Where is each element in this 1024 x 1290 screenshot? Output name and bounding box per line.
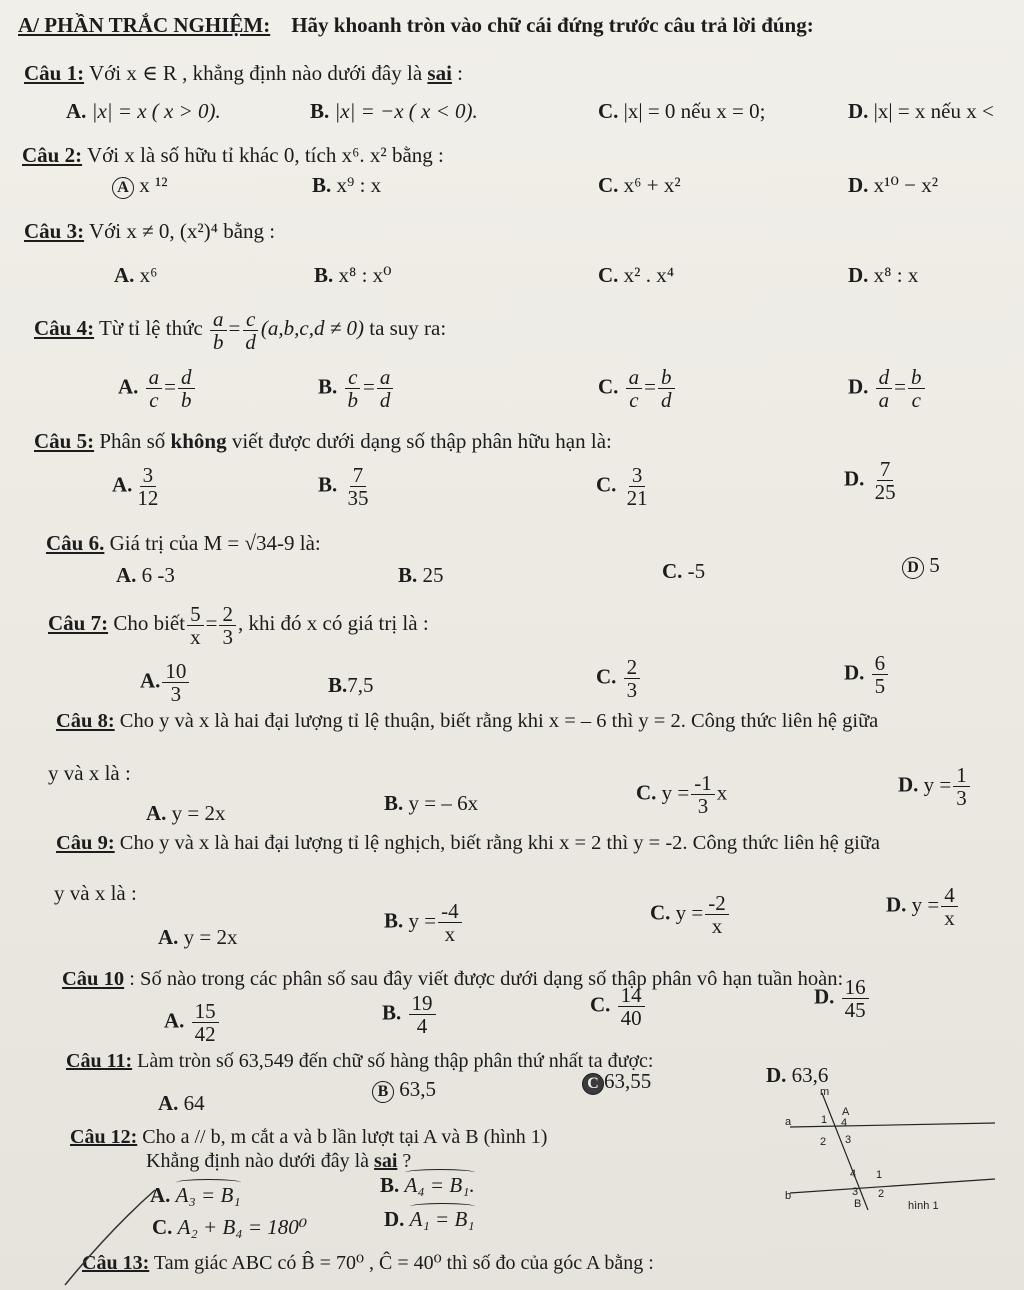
option-letter: B.	[384, 791, 404, 815]
q1-option-c[interactable]	[598, 98, 765, 124]
option-text: 7,5	[347, 673, 374, 697]
option-letter: B.	[380, 1173, 400, 1197]
q10-option-d[interactable]	[814, 976, 871, 1021]
question-text-post: viết được dưới dạng số thập phân hữu hạn là:	[231, 429, 612, 453]
q2-option-b[interactable]	[312, 172, 381, 198]
question-text-pre: Từ tỉ lệ thức	[98, 316, 203, 340]
option-text: y =	[661, 780, 690, 805]
question-label: Câu 11:	[66, 1050, 133, 1072]
q10-option-a[interactable]	[164, 1000, 221, 1045]
option-text: x⁶ + x²	[623, 173, 681, 197]
question-label: Câu 12:	[70, 1126, 138, 1148]
question-sai: sai	[374, 1150, 398, 1172]
option-letter: B.	[318, 472, 338, 497]
figure-caption: hình 1	[908, 1200, 939, 1212]
q4-option-a[interactable]: A. $\frac{a}{c}$ = $\frac{d}{b}$	[118, 366, 197, 411]
fraction-denominator: 42	[194, 1022, 216, 1046]
question-label: Câu 10	[62, 968, 125, 990]
label-point-b: B	[854, 1198, 862, 1210]
q6-option-b[interactable]	[398, 562, 444, 588]
label-b3: 3	[852, 1186, 859, 1198]
q7-option-a[interactable]	[140, 660, 191, 705]
option-letter: A.	[164, 1008, 185, 1033]
q8-option-d[interactable]: D. y = $\frac{1}{3}$	[898, 764, 972, 809]
circled-answer-mark: D	[902, 557, 924, 579]
q11-option-b[interactable]	[372, 1076, 436, 1103]
fraction-denominator: 45	[844, 998, 866, 1022]
label-point-a: A	[842, 1106, 850, 1118]
label-b4: 4	[850, 1168, 857, 1180]
q6-option-c[interactable]	[662, 558, 705, 584]
option-letter: C.	[590, 992, 611, 1017]
q9-option-b[interactable]: B. y = $\frac{-4}{x}$	[384, 900, 464, 945]
circled-answer-mark: C	[582, 1073, 604, 1095]
fraction-denominator: 40	[620, 1006, 642, 1030]
section-instruction: Hãy khoanh tròn vào chữ cái đứng trước câu trả lời đúng:	[291, 13, 814, 37]
option-letter: B.	[384, 908, 404, 933]
q9-option-c[interactable]: C. y = $\frac{-2}{x}$	[650, 892, 731, 937]
question-label: Câu 6.	[46, 531, 105, 555]
label-a1: 1	[821, 1114, 828, 1126]
question-12-line-2	[146, 1148, 411, 1174]
q8-option-a[interactable]	[146, 800, 226, 826]
q4-option-b[interactable]: B. $\frac{c}{b}$ = $\frac{a}{d}$	[318, 366, 395, 411]
option-letter: A.	[158, 1091, 179, 1115]
option-text: |x| = −x ( x < 0).	[334, 99, 478, 123]
option-letter: D.	[886, 892, 907, 917]
ratio-fraction-c-d: $\frac{c}{d}$	[242, 308, 259, 353]
option-letter: C.	[152, 1215, 173, 1239]
option-text: x⁹ : x	[336, 173, 382, 197]
pencil-stroke	[60, 1185, 160, 1290]
fraction-denominator: 3	[170, 682, 182, 706]
question-label: Câu 4:	[34, 316, 95, 340]
option-text: x⁸ : x	[873, 263, 919, 287]
q12-option-c[interactable]	[152, 1214, 307, 1240]
question-label: Câu 9:	[56, 832, 115, 854]
question-13	[82, 1250, 654, 1276]
section-title: A/ PHẦN TRẮC NGHIỆM:	[18, 13, 271, 37]
question-text-pre: Phân số	[99, 429, 166, 453]
question-label: Câu 1:	[24, 61, 85, 85]
option-letter: D.	[814, 984, 835, 1009]
label-a4: 4	[841, 1117, 848, 1129]
question-9	[56, 830, 880, 856]
option-text: -5	[687, 559, 706, 583]
option-text: x² . x⁴	[623, 263, 675, 287]
option-letter: A.	[150, 1183, 171, 1207]
q10-option-c[interactable]	[590, 984, 647, 1029]
question-text: ?	[402, 1150, 412, 1172]
option-letter: B.	[310, 99, 330, 123]
q7-option-d[interactable]	[844, 652, 890, 697]
q3-option-d[interactable]	[848, 262, 918, 288]
question-text: Giá trị của M = √34-9 là:	[109, 531, 321, 555]
option-letter: C.	[636, 780, 657, 805]
question-text: Với x ∈ R , khẳng định nào dưới đây là	[88, 61, 423, 85]
option-text: x⁶	[139, 263, 158, 287]
option-text: |x| = x ( x > 0).	[91, 99, 221, 123]
option-text: 64	[183, 1091, 205, 1115]
q11-option-a[interactable]	[158, 1090, 205, 1116]
fraction-numerator: 2	[624, 656, 641, 679]
fraction-numerator: 16	[842, 976, 869, 999]
question-label: Câu 2:	[22, 143, 83, 167]
question-label: Câu 13:	[82, 1252, 150, 1274]
question-5	[34, 428, 612, 454]
q9-option-a[interactable]	[158, 924, 238, 950]
option-text: y =	[923, 772, 952, 797]
q3-option-b[interactable]	[314, 262, 392, 288]
option-letter: A.	[146, 801, 167, 825]
option-text: 5	[929, 553, 940, 577]
fraction-denominator: 25	[874, 480, 896, 504]
option-text: x⁸ : x⁰	[338, 263, 392, 287]
q8-option-b[interactable]	[384, 790, 478, 816]
line-b	[790, 1179, 995, 1193]
q5-option-d[interactable]	[844, 458, 901, 503]
option-text: A₂ + B₄ = 180⁰	[177, 1215, 308, 1239]
ratio-fraction-a-b: $\frac{a}{b}$	[210, 308, 227, 353]
fraction-numerator: 3	[629, 464, 646, 487]
question-text: Với x ≠ 0, (x²)⁴ bằng :	[88, 219, 276, 243]
fraction-numerator: 7	[350, 464, 367, 487]
option-letter: A.	[118, 374, 139, 399]
label-m: m	[820, 1086, 830, 1098]
option-letter: C.	[598, 99, 619, 123]
fraction-numerator: 3	[140, 464, 157, 487]
option-text: 6 -3	[141, 563, 175, 587]
equation-fraction-left: $\frac{5}{x}$	[187, 603, 204, 648]
option-letter: A.	[114, 263, 135, 287]
q2-option-c[interactable]	[598, 172, 681, 198]
question-text: Cho y và x là hai đại lượng tỉ lệ thuận, biết rằng khi x = – 6 thì y = 2. Công thức liên hệ giữa	[119, 710, 879, 732]
question-label: Câu 8:	[56, 710, 115, 732]
option-letter: B.	[312, 173, 332, 197]
option-letter: C.	[650, 900, 671, 925]
option-text: y = – 6x	[408, 791, 479, 815]
option-text: A₄ = B₁.	[404, 1173, 475, 1197]
fraction-denominator: 35	[347, 486, 369, 510]
question-3	[24, 218, 275, 244]
question-text: Cho y và x là hai đại lượng tỉ lệ nghịch, biết rằng khi x = 2 thì y = -2. Công thức liên hệ giữa	[119, 832, 880, 854]
q6-option-a[interactable]	[116, 562, 175, 588]
option-text: A₁ = B₁	[409, 1207, 475, 1231]
label-a2: 2	[820, 1136, 827, 1148]
option-letter: C.	[596, 472, 617, 497]
question-8-line-2: y và x là :	[48, 761, 131, 785]
fraction-denominator: 4	[416, 1014, 428, 1038]
question-text: Với x là số hữu tỉ khác 0, tích x⁶. x² bằng :	[86, 143, 444, 167]
question-emphasis: không	[170, 429, 227, 453]
option-letter: B.	[382, 1000, 402, 1025]
q5-option-c[interactable]	[596, 464, 653, 509]
option-text: y =	[911, 892, 940, 917]
option-text: |x| = x nếu x <	[873, 99, 994, 123]
option-text: x	[716, 780, 728, 805]
option-letter: A.	[112, 472, 133, 497]
question-text: Làm tròn số 63,549 đến chữ số hàng thập phân thứ nhất ta được:	[137, 1050, 654, 1072]
q10-option-b[interactable]	[382, 992, 438, 1037]
question-text-post: ta suy ra:	[369, 316, 447, 340]
question-11	[66, 1048, 653, 1074]
option-letter: D.	[848, 173, 869, 197]
option-text: A₃ = B₁	[175, 1183, 241, 1207]
option-letter: D.	[898, 772, 919, 797]
option-letter: C.	[598, 263, 619, 287]
equation-fraction-right: $\frac{2}{3}$	[219, 603, 236, 648]
option-letter: D.	[848, 263, 869, 287]
q11-option-c[interactable]	[582, 1068, 651, 1095]
option-letter: A.	[158, 925, 179, 949]
option-letter: C.	[598, 374, 619, 399]
option-letter: C.	[598, 173, 619, 197]
option-text: 25	[422, 563, 444, 587]
option-letter: D.	[844, 660, 865, 685]
option-letter: B.	[398, 563, 418, 587]
q3-option-a[interactable]	[114, 262, 158, 288]
option-letter: B.	[318, 374, 338, 399]
fraction-numerator: 19	[409, 992, 436, 1015]
question-2	[22, 142, 444, 168]
circled-answer-mark: B	[372, 1081, 394, 1103]
fraction-numerator: 6	[872, 652, 889, 675]
option-letter: D.	[844, 466, 865, 491]
option-letter: D.	[848, 374, 869, 399]
option-text: x¹⁰ − x²	[873, 173, 939, 197]
option-letter: A.	[66, 99, 87, 123]
option-letter: C.	[596, 664, 617, 689]
q7-option-b[interactable]	[328, 672, 374, 698]
option-text: y = 2x	[171, 801, 226, 825]
option-text: 63,55	[604, 1069, 652, 1093]
question-10	[62, 966, 843, 992]
option-letter: D.	[384, 1207, 405, 1231]
q12-option-d[interactable]	[384, 1206, 475, 1232]
option-text: |x| = 0 nếu x = 0;	[623, 99, 766, 123]
figure-1-diagram	[780, 1085, 1020, 1225]
fraction-numerator: 10	[162, 660, 189, 683]
q12-option-b[interactable]	[380, 1172, 475, 1198]
option-text: y =	[675, 900, 704, 925]
fraction-numerator: 15	[192, 1000, 219, 1023]
label-b1: 1	[876, 1169, 883, 1181]
option-text: y =	[408, 908, 437, 933]
question-condition: (a,b,c,d ≠ 0)	[260, 316, 364, 340]
fraction-denominator: 12	[137, 486, 159, 510]
q2-option-d[interactable]	[848, 172, 938, 198]
option-text: 63,6	[791, 1063, 829, 1087]
q3-option-c[interactable]	[598, 262, 674, 288]
option-letter: A.	[116, 563, 137, 587]
question-text: : Số nào trong các phân số sau đây viết được dưới dạng số thập phân vô hạn tuần hoàn:	[129, 968, 844, 990]
question-text: Khẳng định nào dưới đây là	[146, 1150, 370, 1172]
q7-option-c[interactable]	[596, 656, 642, 701]
q1-option-a[interactable]	[66, 98, 221, 124]
question-label: Câu 3:	[24, 219, 85, 243]
question-sai: sai	[427, 61, 452, 85]
question-text-pre: Cho biết	[113, 611, 186, 635]
option-letter: B.	[314, 263, 334, 287]
label-a: a	[785, 1116, 792, 1128]
question-4: Câu 4: Từ tỉ lệ thức $\frac{a}{b}$ = $\frac{c}{d}$ (a,b,c,d ≠ 0) ta suy ra:	[34, 306, 447, 354]
q2-option-a[interactable]	[112, 172, 168, 199]
q5-option-a[interactable]	[112, 464, 163, 509]
question-tail: :	[457, 61, 464, 85]
circled-answer-mark: A	[112, 177, 134, 199]
question-9-line-2: y và x là :	[54, 881, 137, 905]
fraction-denominator: 5	[874, 674, 886, 698]
q1-option-b[interactable]	[310, 98, 478, 124]
q1-option-d[interactable]	[848, 98, 994, 124]
q4-option-d[interactable]: D. $\frac{d}{a}$ = $\frac{b}{c}$	[848, 366, 927, 411]
fraction-denominator: 21	[626, 486, 648, 510]
q9-option-d[interactable]: D. y = $\frac{4}{x}$	[886, 884, 960, 929]
label-b2: 2	[878, 1188, 885, 1200]
question-1	[24, 60, 463, 86]
question-8	[56, 708, 878, 734]
option-letter: D.	[766, 1063, 787, 1087]
q8-option-c[interactable]: C. y = $\frac{-1}{3}$ x	[636, 771, 728, 818]
option-letter: B.	[328, 673, 348, 697]
question-label: Câu 5:	[34, 429, 95, 453]
q5-option-b[interactable]	[318, 464, 374, 509]
option-letter: A.	[140, 668, 161, 693]
q12-option-a[interactable]	[150, 1182, 241, 1208]
option-text: y = 2x	[183, 925, 238, 949]
fraction-numerator: 14	[618, 984, 645, 1007]
q6-option-d[interactable]	[902, 552, 940, 579]
option-letter: D.	[848, 99, 869, 123]
section-header	[18, 12, 814, 38]
question-label: Câu 7:	[48, 611, 109, 635]
question-12	[70, 1124, 547, 1150]
option-letter: C.	[662, 559, 683, 583]
question-text: Tam giác ABC có B̂ = 70⁰ , Ĉ = 40⁰ thì số đo của góc A bằng :	[153, 1252, 654, 1274]
label-b: b	[785, 1190, 792, 1202]
fraction-denominator: 3	[626, 678, 638, 702]
option-text: x ¹²	[139, 173, 168, 197]
q4-option-c[interactable]: C. $\frac{a}{c}$ = $\frac{b}{d}$	[598, 366, 677, 411]
question-7: Câu 7: Cho biết $\frac{5}{x}$ = $\frac{2}{3}$ , khi đó x có giá trị là :	[48, 601, 429, 649]
question-text: Cho a // b, m cắt a và b lần lượt tại A và B (hình 1)	[142, 1126, 548, 1148]
question-text-post: , khi đó x có giá trị là :	[237, 611, 429, 635]
question-6	[46, 530, 321, 556]
label-a3: 3	[845, 1134, 852, 1146]
fraction-numerator: 7	[877, 458, 894, 481]
option-text: 63,5	[399, 1077, 436, 1101]
